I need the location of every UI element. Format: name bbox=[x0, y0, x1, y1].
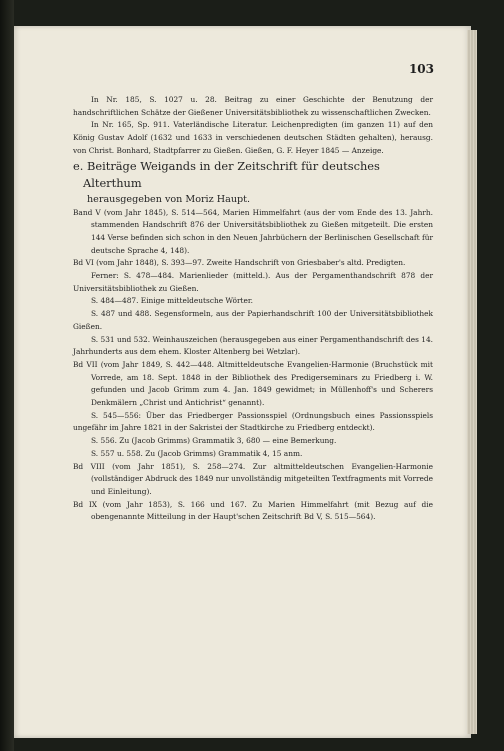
page-text bbox=[73, 94, 433, 524]
section-heading: e. Beiträge Weigands in der Zeitschrift für deutsches Alterthum bbox=[73, 158, 380, 190]
bibliography-subentry: S. 531 und 532. Weinhauszeichen (herausgegeben aus einer Pergamenthandschrift des 14. Jahrhunderts aus dem ehem. Kloster Altenberg bei Wetzlar). bbox=[73, 334, 433, 357]
page-number: 103 bbox=[408, 62, 434, 76]
bibliography-entry: Band V (vom Jahr 1845), S. 514—564, Marien Himmelfahrt (aus der vom Ende des 13. Jahrh. stammenden Handschrift 876 der Universitätsbibliothek zu Gießen mitgeteilt. Die ersten 144 Verse befinden sich schon in den Neuen Jahrbüchern der Berlinischen Gesellschaft für deutsche Sprache 4, 148). bbox=[73, 207, 433, 255]
bibliography-entry: Bd IX (vom Jahr 1853), S. 166 und 167. Zu Marien Himmelfahrt (mit Bezug auf die obengenannte Mitteilung in der Haupt'schen Zeitschrift Bd V, S. 515—564). bbox=[73, 499, 433, 522]
bibliography-entry: Bd VIII (vom Jahr 1851), S. 258—274. Zur altmitteldeutschen Evangelien-Harmonie (vollständiger Abdruck des 1849 nur unvollständig mitgeteilten Textfragments mit Vorrede und Einleitung). bbox=[73, 461, 433, 496]
intro-paragraph-2: In Nr. 165, Sp. 911. Vaterländische Literatur. Leichenpredigten (im ganzen 11) auf den König Gustav Adolf (1632 und 1633 in verschiedenen deutschen Städten gehalten), herausg. von Christ. Bonhard, Stadtpfarrer zu Gießen. Gießen, G. F. Heyer 1845 — Anzeige. bbox=[73, 120, 433, 155]
section-subheading: herausgegeben von Moriz Haupt. bbox=[87, 193, 251, 205]
bibliography-subentry: S. 556. Zu (Jacob Grimms) Grammatik 3, 680 — eine Bemerkung. bbox=[91, 436, 337, 446]
bibliography-subentry: S. 557 u. 558. Zu (Jacob Grimms) Grammatik 4, 15 anm. bbox=[91, 448, 303, 458]
page-edges bbox=[467, 30, 477, 734]
bibliography-subentry: S. 487 und 488. Segensformeln, aus der Papierhandschrift 100 der Universitätsbibliothek Gießen. bbox=[73, 309, 433, 331]
bibliography-subentry: S. 484—487. Einige mitteldeutsche Wörter. bbox=[91, 296, 253, 306]
bibliography-subentry: S. 545—556: Über das Friedberger Passionsspiel (Ordnungsbuch eines Passionsspiels ungefähr im Jahre 1821 in der Sakristei der Stadtkirche zu Friedberg entdeckt). bbox=[73, 410, 433, 433]
intro-paragraph-1: In Nr. 185, S. 1027 u. 28. Beitrag zu einer Geschichte der Benutzung der handschriftlichen Schätze der Gießener Universitätsbibliothek zu wissenschaftlichen Zwecken. bbox=[73, 95, 433, 117]
book-gutter bbox=[0, 0, 14, 751]
bibliography-entry: Bd VI (vom Jahr 1848), S. 393—97. Zweite Handschrift von Griesbaber's altd. Predigten. bbox=[73, 258, 406, 268]
bibliography-entry: Bd VII (vom Jahr 1849, S. 442—448. Altmitteldeutsche Evangelien-Harmonie (Bruchstück mit Vorrede, am 18. Sept. 1848 in der Bibliothek des Predigerseminars zu Friedberg i. W. gefunden und Jacob Grimm zum 4. Jan. 1849 gewidmet; in Müllenhoff's und Scherers Denkmälern „Christ und Antichrist“ genannt). bbox=[73, 359, 433, 408]
bibliography-subentry: Ferner: S. 478—484. Marienlieder (mitteld.). Aus der Pergamenthandschrift 878 der Universitätsbibliothek zu Gießen. bbox=[73, 271, 433, 293]
